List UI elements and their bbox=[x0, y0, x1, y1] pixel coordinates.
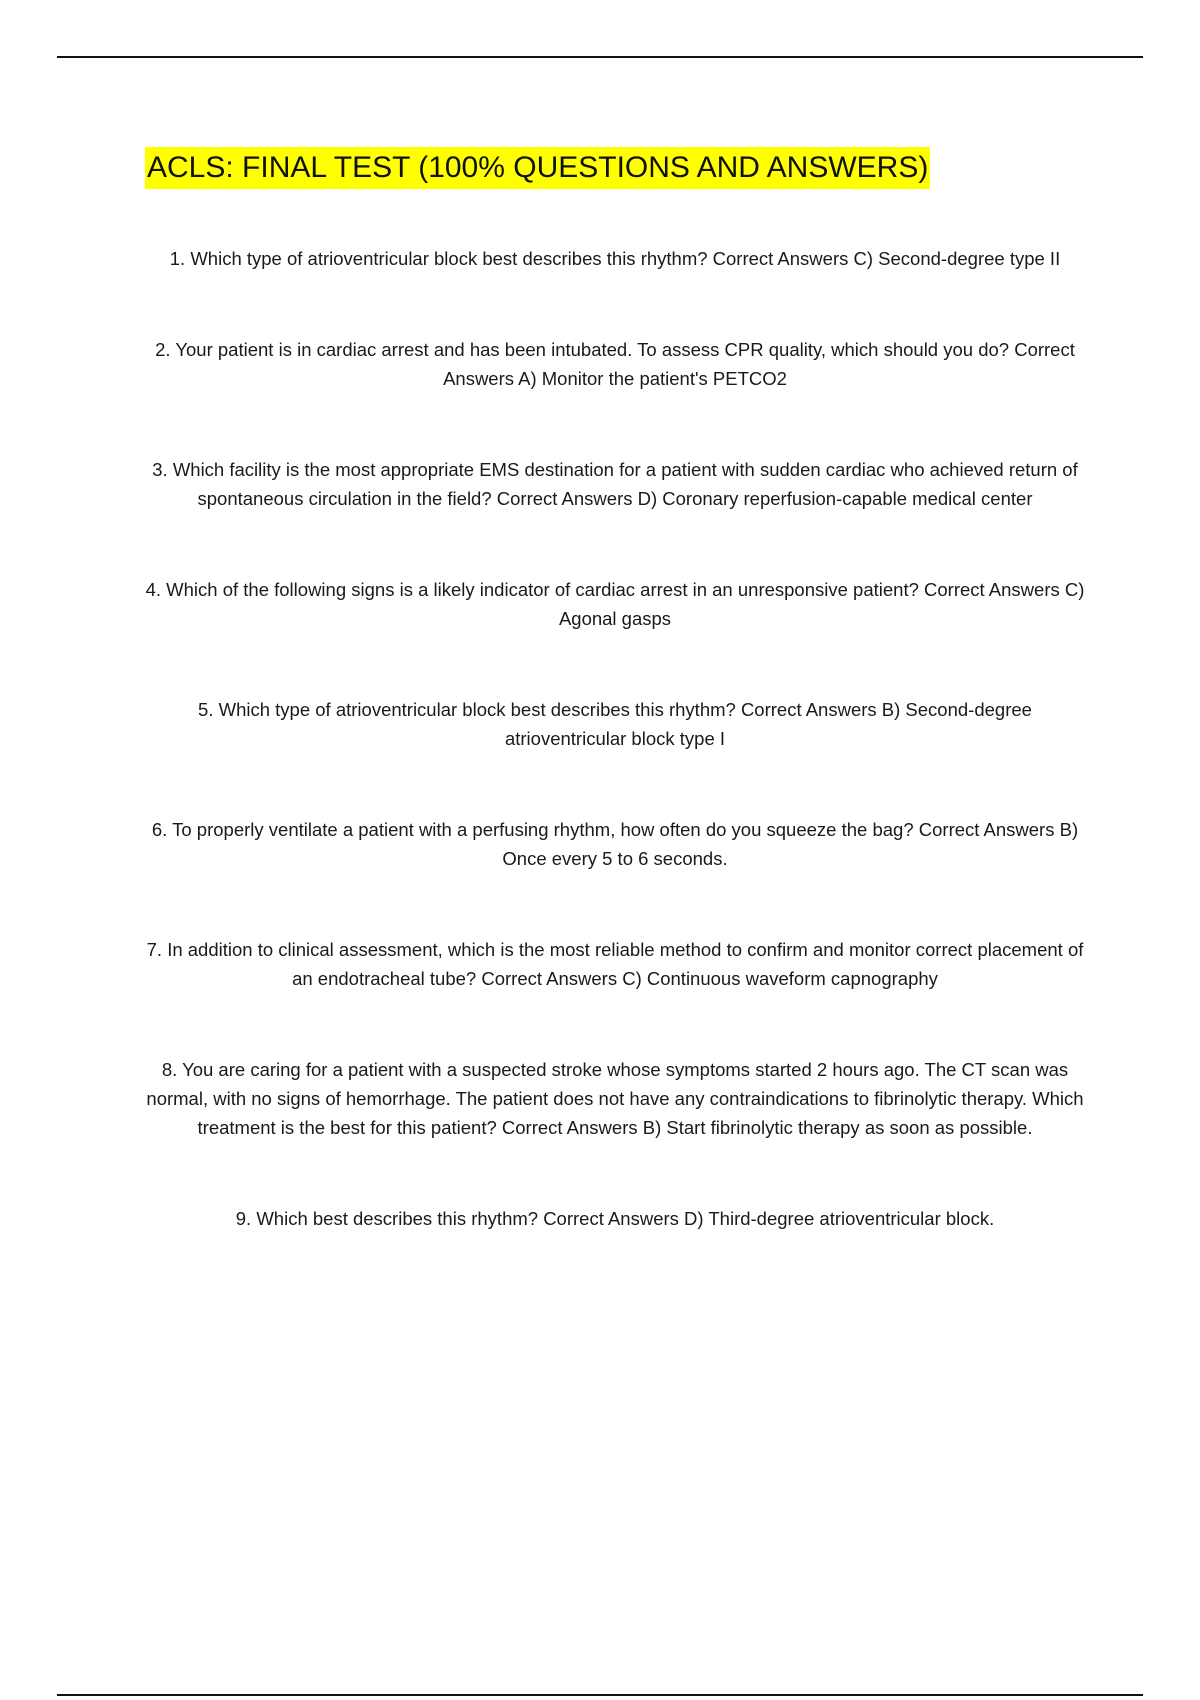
question-item: 5. Which type of atrioventricular block best describes this rhythm? Correct Answers B) Second-degree atrioventricular block type I bbox=[198, 699, 1032, 749]
question-item: 9. Which best describes this rhythm? Correct Answers D) Third-degree atrioventricular block. bbox=[235, 1208, 995, 1229]
question-item: 3. Which facility is the most appropriate EMS destination for a patient with sudden cardiac who achieved return of spontaneous circulation in the field? Correct Answers D) Coronary reperfusion-capable medical center bbox=[152, 459, 1078, 509]
document-title: ACLS: FINAL TEST (100% QUESTIONS AND ANSWERS) bbox=[145, 147, 930, 189]
footer-rule bbox=[57, 1694, 1143, 1696]
header-rule bbox=[57, 56, 1143, 58]
question-list bbox=[145, 244, 1085, 1295]
question-item: 1. Which type of atrioventricular block best describes this rhythm? Correct Answers C) Second-degree type II bbox=[169, 248, 1061, 269]
question-item: 2. Your patient is in cardiac arrest and has been intubated. To assess CPR quality, which should you do? Correct Answers A) Monitor the patient's PETCO2 bbox=[155, 339, 1075, 389]
question-item: 8. You are caring for a patient with a suspected stroke whose symptoms started 2 hours ago. The CT scan was normal, with no signs of hemorrhage. The patient does not have any contraindications to fibrinolytic therapy. Which treatment is the best for this patient? Correct Answers B) Start fibrinolytic therapy as soon as possible. bbox=[146, 1059, 1084, 1138]
question-item: 6. To properly ventilate a patient with a perfusing rhythm, how often do you squeeze the bag? Correct Answers B) Once every 5 to 6 seconds. bbox=[151, 819, 1079, 869]
question-item: 4. Which of the following signs is a likely indicator of cardiac arrest in an unresponsive patient? Correct Answers C) Agonal gasps bbox=[145, 579, 1085, 629]
question-item: 7. In addition to clinical assessment, which is the most reliable method to confirm and monitor correct placement of an endotracheal tube? Correct Answers C) Continuous waveform capnography bbox=[146, 939, 1084, 989]
